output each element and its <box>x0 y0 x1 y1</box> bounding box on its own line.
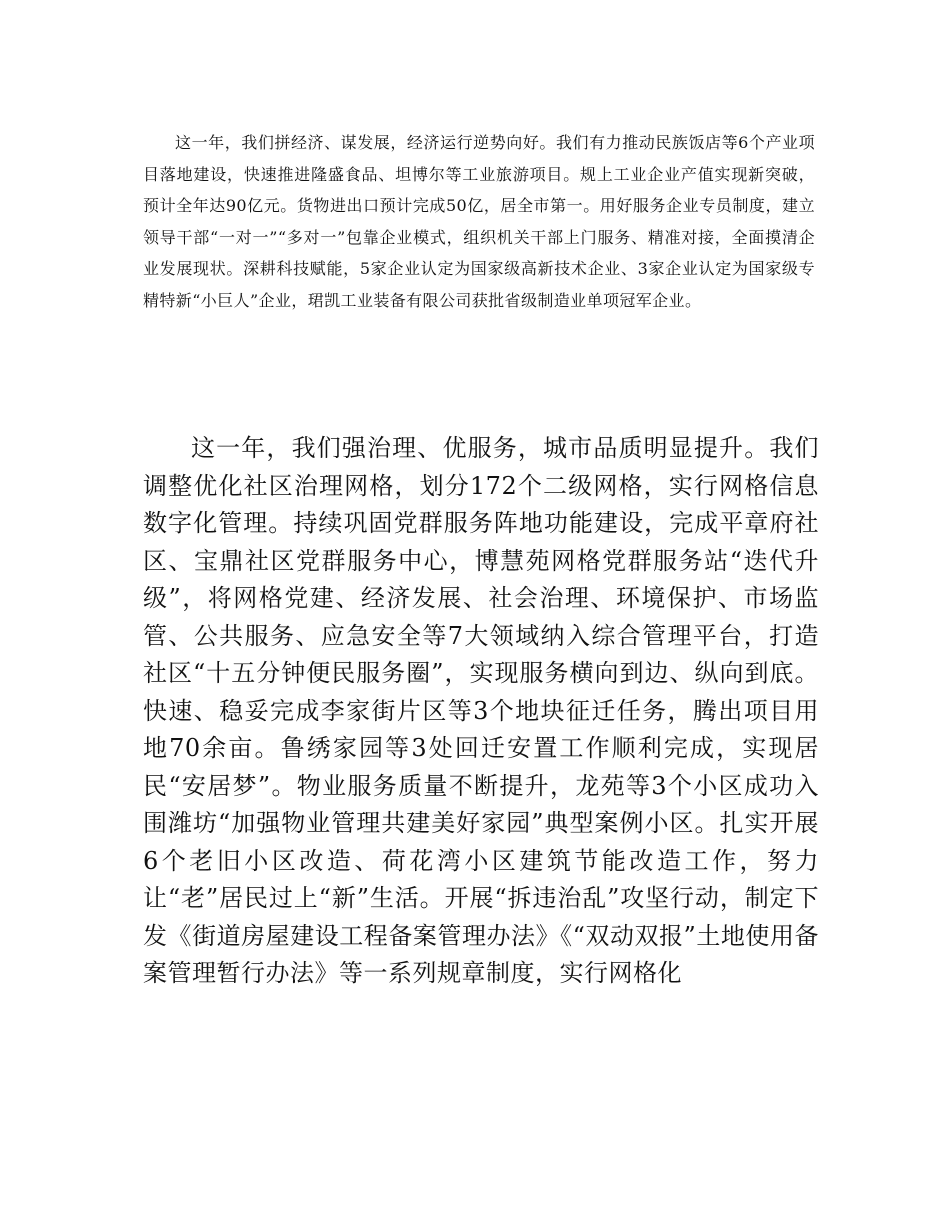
paragraph-governance: 这一年，我们强治理、优服务，城市品质明显提升。我们调整优化社区治理网格，划分172个二级网格，实行网格信息数字化管理。持续巩固党群服务阵地功能建设，完成平章府社区、宝鼎社区党群服务中心，博慧苑网格党群服务站“迭代升级”，将网格党建、经济发展、社会治理、环境保护、市场监管、公共服务、应急安全等7大领域纳入综合管理平台，打造社区“十五分钟便民服务圈”，实现服务横向到边、纵向到底。快速、稳妥完成李家街片区等3个地块征迁任务，腾出项目用地70余亩。鲁绣家园等3处回迁安置工作顺利完成，实现居民“安居梦”。物业服务质量不断提升，龙苑等3个小区成功入围潍坊“加强物业管理共建美好家园”典型案例小区。扎实开展6个老旧小区改造、荷花湾小区建筑节能改造工作，努力让“老”居民过上“新”生活。开展“拆违治乱”攻坚行动，制定下发《街道房屋建设工程备案管理办法》《“双动双报”土地使用备案管理暂行办法》等一系列规章制度，实行网格化 <box>143 434 819 987</box>
paragraph-economy: 这一年，我们拼经济、谋发展，经济运行逆势向好。我们有力推动民族饭店等6个产业项目落地建设，快速推进隆盛食品、坦博尔等工业旅游项目。规上工业企业产值实现新突破，预计全年达90亿元。货物进出口预计完成50亿，居全市第一。用好服务企业专员制度，建立领导干部“一对一”“多对一”包靠企业模式，组织机关干部上门服务、精准对接，全面摸清企业发展现状。深耕科技赋能，5家企业认定为国家级高新技术企业、3家企业认定为国家级专精特新“小巨人”企业，珺凯工业装备有限公司获批省级制造业单项冠军企业。 <box>143 133 815 310</box>
